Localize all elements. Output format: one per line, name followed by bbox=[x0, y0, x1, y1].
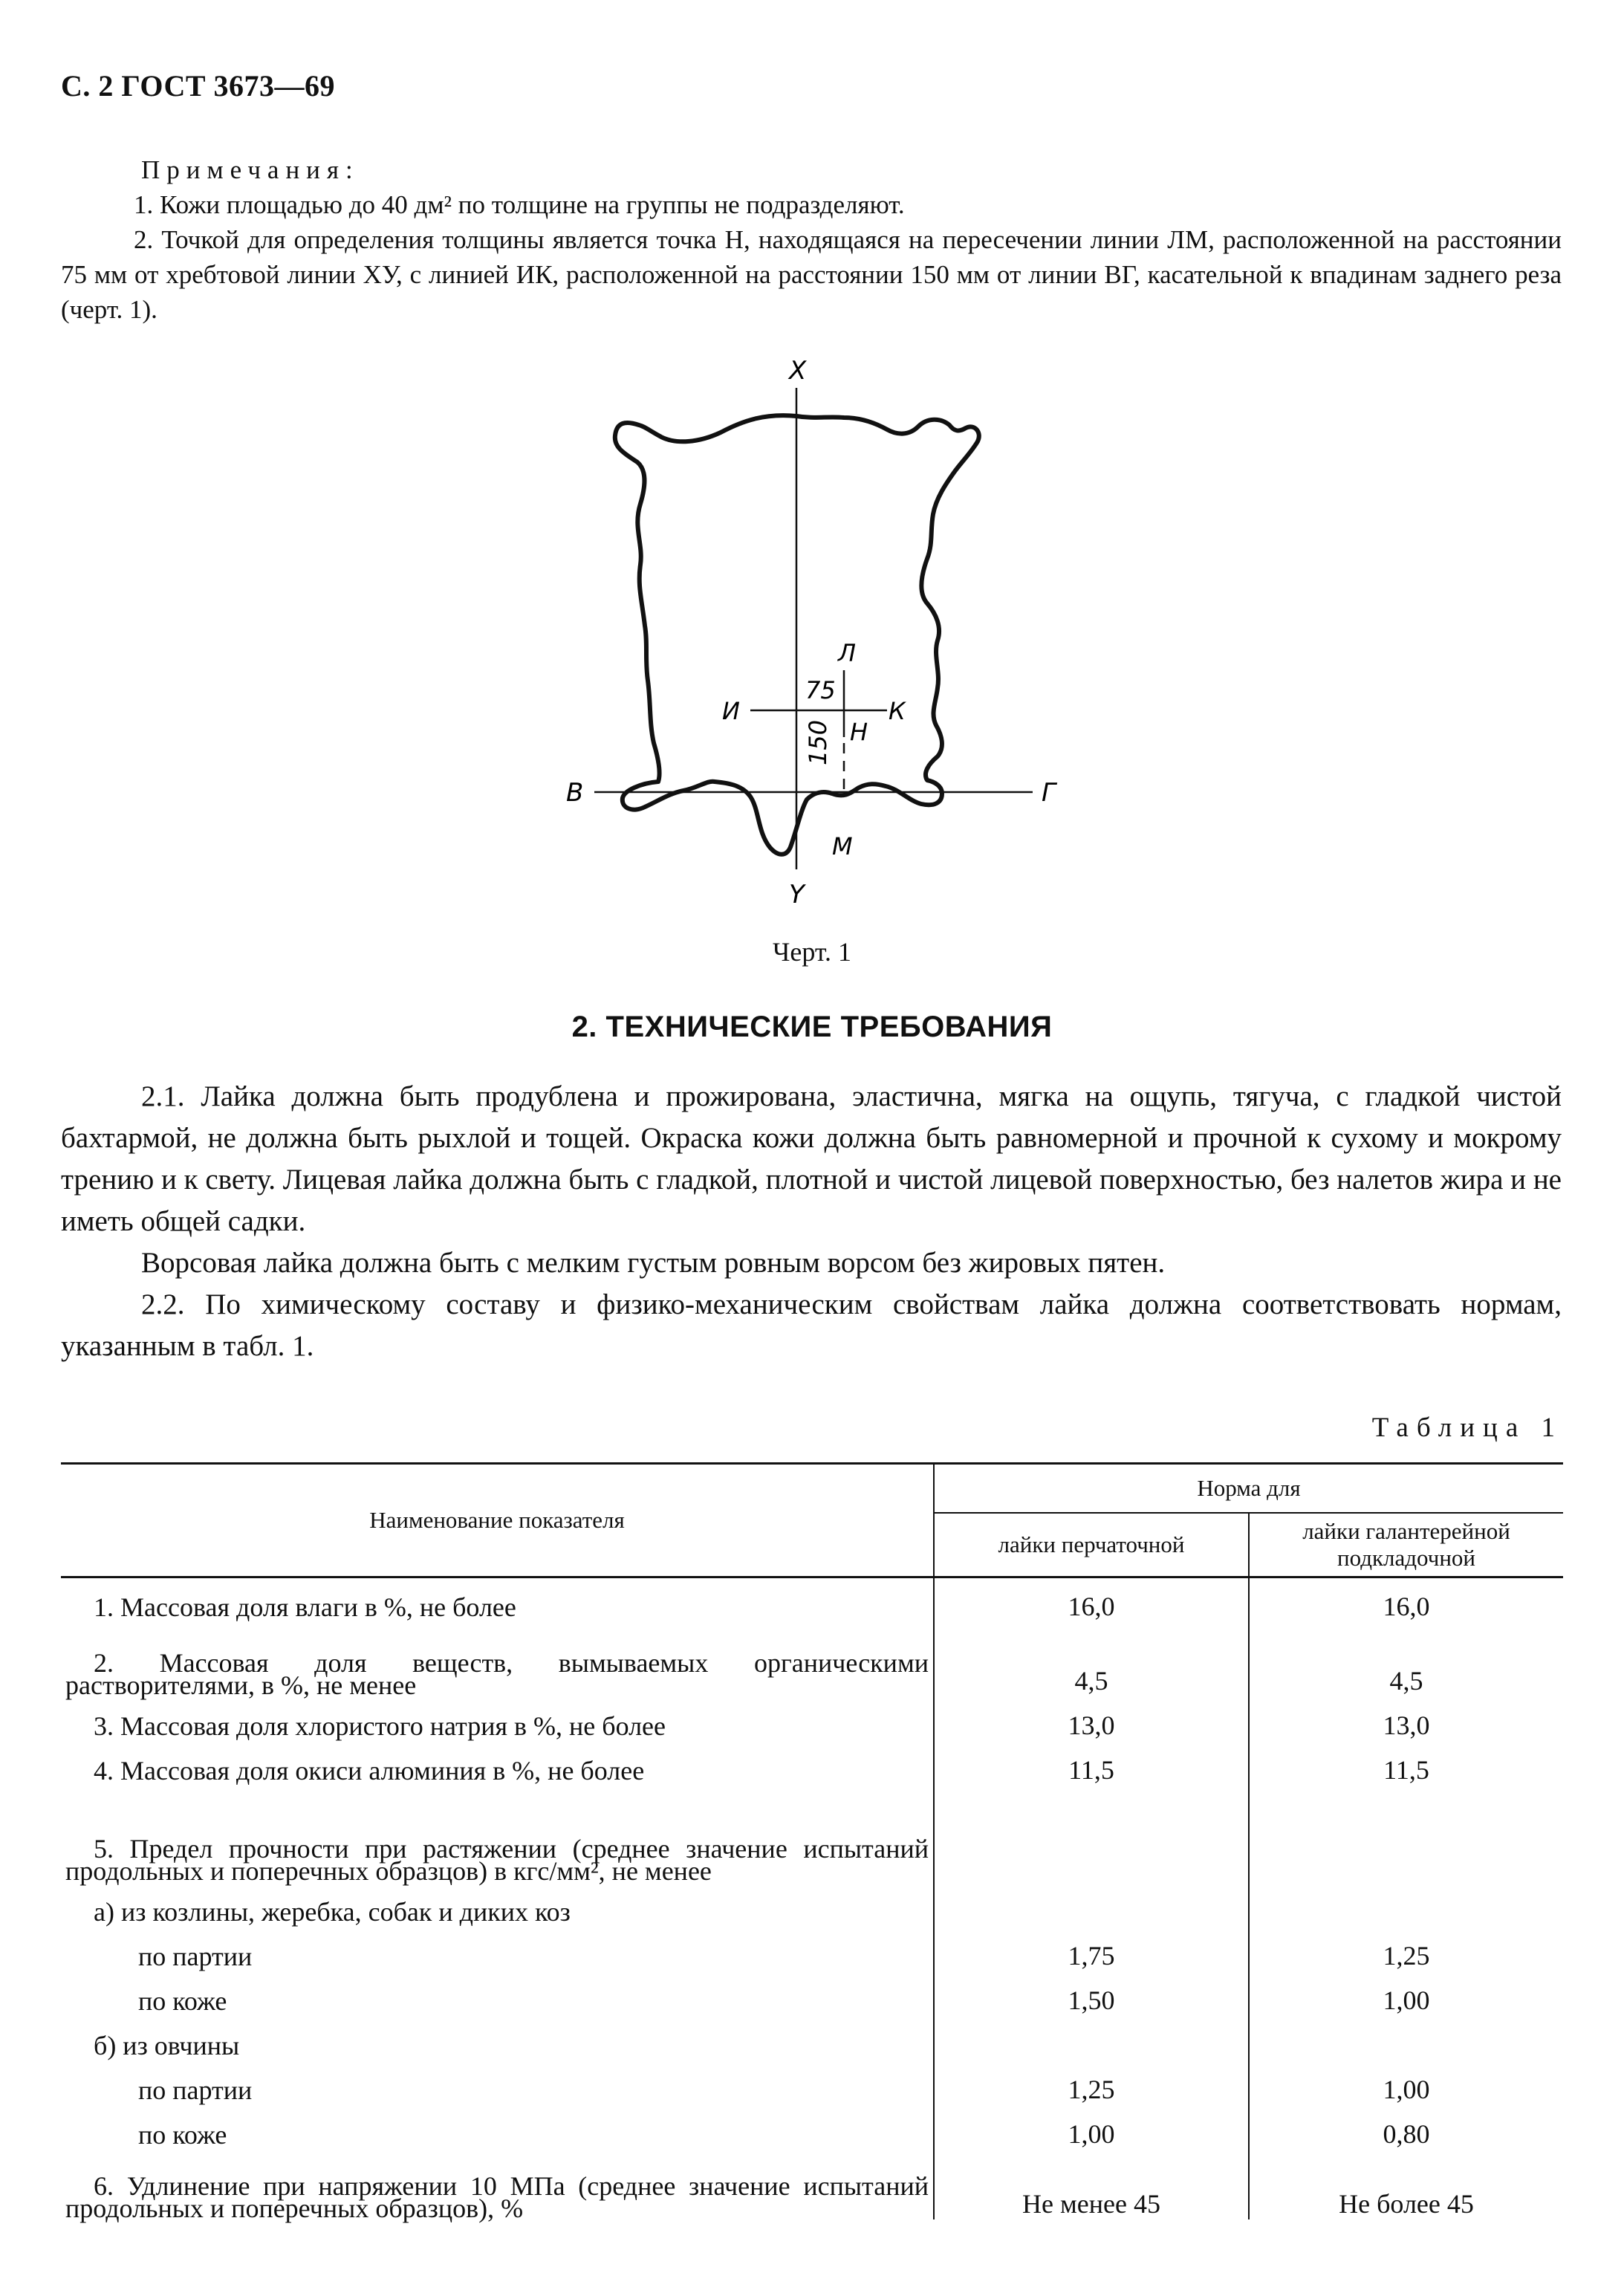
row-5-v2 bbox=[1249, 1786, 1563, 1882]
label-i: И bbox=[722, 697, 740, 725]
row-5a-skin-v2: 1,00 bbox=[1249, 1971, 1563, 2016]
note-1: 1. Кожи площадью до 40 дм² по толщине на группы не подразделяют. bbox=[134, 190, 905, 219]
row-2-v1: 4,5 bbox=[934, 1622, 1249, 1696]
row-1-name: 1. Массовая доля влаги в %, не более bbox=[94, 1592, 516, 1622]
row-5-name: 5. Предел прочности при растяжении (среднее значение испытаний продольных и поперечных образцов) в кгс/мм², не менее bbox=[65, 1833, 929, 1886]
row-5b-skin-name: по коже bbox=[138, 2119, 227, 2150]
label-n: Н bbox=[850, 718, 868, 746]
label-l: Л bbox=[838, 639, 857, 667]
notes-title: Примечания: bbox=[141, 155, 360, 184]
label-m: М bbox=[832, 832, 853, 860]
hide-diagram bbox=[520, 349, 1114, 929]
row-5a-v1 bbox=[934, 1882, 1249, 1927]
row-5b-skin-v2: 0,80 bbox=[1249, 2105, 1563, 2150]
table-label: Таблица 1 bbox=[1371, 1413, 1563, 1443]
header-col2: лайки галантерейной подкладочной bbox=[1249, 1513, 1563, 1577]
row-5b-batch-v2: 1,00 bbox=[1249, 2060, 1563, 2105]
row-5a-batch-name: по партии bbox=[138, 1941, 253, 1971]
row-1-v2: 16,0 bbox=[1249, 1577, 1563, 1622]
row-2-v2: 4,5 bbox=[1249, 1622, 1563, 1696]
paragraph-2-2: 2.2. По химическому составу и физико-механическим свойствам лайка должна соответствовать нормам, указанным в табл. 1. bbox=[61, 1288, 1562, 1362]
page-header: С. 2 ГОСТ 3673—69 bbox=[61, 69, 336, 103]
note-2: 2. Точкой для определения толщины является точка Н, находящаяся на пересечении линии ЛМ, расположенной на расстоянии 75 мм от хребтовой линии ХУ, с линией ИК, расположенной на расстоянии 150 мм от линии ВГ, касательной к впадинам заднего реза (черт. 1). bbox=[61, 225, 1562, 324]
paragraph-2-1: 2.1. Лайка должна быть продублена и прожирована, эластична, мягка на ощупь, тягуча, с гладкой чистой бахтармой, не должна быть рыхлой и тощей. Окраска кожи должна быть равномерной и прочной к сухому и мокрому трению и к свету. Лицевая лайка должна быть с гладкой, плотной и чистой лицевой поверхностью, без налетов жира и не иметь общей садки. bbox=[61, 1080, 1562, 1237]
row-5b-skin-v1: 1,00 bbox=[934, 2105, 1249, 2150]
header-name: Наименование показателя bbox=[61, 1464, 934, 1577]
label-x: X bbox=[789, 356, 807, 386]
row-5b-v2 bbox=[1249, 2016, 1563, 2060]
dimension-150: 150 bbox=[804, 719, 832, 765]
row-5b-batch-v1: 1,25 bbox=[934, 2060, 1249, 2105]
row-5b-batch-name: по партии bbox=[138, 2075, 253, 2105]
row-5b-v1 bbox=[934, 2016, 1249, 2060]
row-5a-skin-name: по коже bbox=[138, 1985, 227, 2016]
row-3-v2: 13,0 bbox=[1249, 1696, 1563, 1741]
label-v: В bbox=[566, 778, 584, 808]
row-5b-name: б) из овчины bbox=[94, 2030, 240, 2060]
figure-caption: Черт. 1 bbox=[773, 937, 851, 967]
notes-block bbox=[61, 152, 1562, 327]
row-5a-batch-v1: 1,75 bbox=[934, 1927, 1249, 1971]
header-col1: лайки перчаточной bbox=[934, 1513, 1249, 1577]
table-1 bbox=[61, 1462, 1563, 2223]
label-k: К bbox=[889, 697, 906, 725]
row-3-name: 3. Массовая доля хлористого натрия в %, не более bbox=[94, 1710, 666, 1741]
label-g: Г bbox=[1042, 778, 1056, 808]
row-1-v1: 16,0 bbox=[934, 1577, 1249, 1622]
dimension-75: 75 bbox=[805, 676, 836, 704]
paragraph-pile: Ворсовая лайка должна быть с мелким густым ровным ворсом без жировых пятен. bbox=[141, 1247, 1166, 1279]
row-2-name: 2. Массовая доля веществ, вымываемых органическими растворителями, в %, не менее bbox=[65, 1647, 929, 1700]
row-5-v1 bbox=[934, 1786, 1249, 1882]
header-group: Норма для bbox=[934, 1464, 1563, 1514]
label-y: Y bbox=[789, 880, 805, 909]
section-body bbox=[61, 1076, 1562, 1367]
row-4-name: 4. Массовая доля окиси алюминия в %, не более bbox=[94, 1755, 645, 1786]
row-6-v1: Не менее 45 bbox=[934, 2150, 1249, 2219]
row-4-v2: 11,5 bbox=[1249, 1741, 1563, 1786]
row-5a-v2 bbox=[1249, 1882, 1563, 1927]
row-5a-skin-v1: 1,50 bbox=[934, 1971, 1249, 2016]
row-4-v1: 11,5 bbox=[934, 1741, 1249, 1786]
row-3-v1: 13,0 bbox=[934, 1696, 1249, 1741]
row-5a-name: а) из козлины, жеребка, собак и диких коз bbox=[94, 1896, 571, 1927]
row-6-name: 6. Удлинение при напряжении 10 МПа (среднее значение испытаний продольных и поперечных образцов), % bbox=[65, 2170, 929, 2223]
row-6-v2: Не более 45 bbox=[1249, 2150, 1563, 2219]
section-title: 2. ТЕХНИЧЕСКИЕ ТРЕБОВАНИЯ bbox=[571, 1011, 1053, 1043]
row-5a-batch-v2: 1,25 bbox=[1249, 1927, 1563, 1971]
